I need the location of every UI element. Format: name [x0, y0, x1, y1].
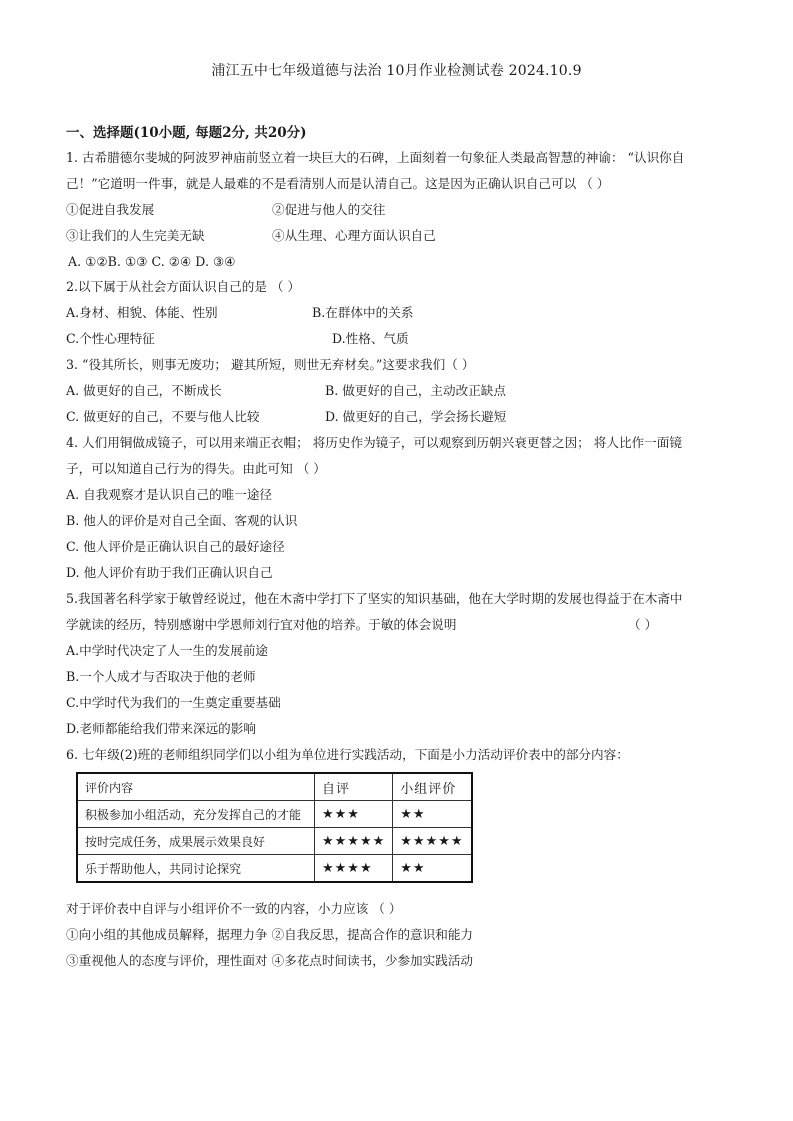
- group-rating-stars: ★★: [393, 855, 472, 883]
- q3-stem: 3. “役其所长，则事无废功； 避其所短，则世无弃材矣。”这要求我们（ ）: [66, 357, 475, 372]
- q4-option-c: C. 他人评价是正确认识自己的最好途径: [66, 539, 285, 554]
- q4-option-d: D. 他人评价有助于我们正确认识自己: [66, 565, 273, 580]
- q1-option-4: ④从生理、心理方面认识自己: [272, 228, 436, 243]
- group-rating-stars: ★★: [393, 801, 472, 828]
- q3-option-c: C. 做更好的自己，不要与他人比较: [66, 409, 260, 424]
- q5-option-b: B.一个人成才与否取决于他的老师: [66, 669, 256, 684]
- evaluation-table: [76, 772, 473, 883]
- group-rating-stars: ★★★★★: [393, 828, 472, 855]
- self-rating-stars: ★★★★: [315, 855, 393, 883]
- table-row: [77, 855, 472, 883]
- q6-options-1-2: ①向小组的其他成员解释，据理力争 ②自我反思，提高合作的意识和能力: [66, 927, 474, 942]
- q3-option-b: B. 做更好的自己，主动改正缺点: [325, 383, 506, 398]
- q1-stem-line1: 1. 古希腊德尔斐城的阿波罗神庙前竖立着一块巨大的石碑，上面刻着一句象征人类最高智慧的神谕： “认识你自: [66, 150, 685, 165]
- q1-option-1: ①促进自我发展: [66, 202, 155, 217]
- exam-title: 浦江五中七年级道德与法治 10月作业检测试卷 2024.10.9: [211, 63, 582, 79]
- q2-option-d: D.性格、气质: [332, 331, 409, 346]
- q2-stem: 2.以下属于从社会方面认识自己的是 （ ）: [66, 279, 301, 294]
- q3-option-a: A. 做更好的自己，不断成长: [66, 383, 222, 398]
- q2-option-c: C.个性心理特征: [66, 331, 155, 346]
- q4-option-a: A. 自我观察才是认识自己的唯一途径: [66, 487, 273, 502]
- q4-stem-line1: 4. 人们用铜做成镜子，可以用来端正衣帽； 将历史作为镜子，可以观察到历朝兴衰更替之因； 将人比作一面镜: [66, 435, 682, 450]
- q5-answer-paren: （ ）: [628, 617, 658, 632]
- q6-question: 对于评价表中自评与小组评价不一致的内容，小力应该 （ ）: [66, 901, 402, 916]
- q1-option-2: ②促进与他人的交往: [272, 202, 386, 217]
- self-rating-stars: ★★★★★: [315, 828, 393, 855]
- q5-stem-line1: 5.我国著名科学家于敏曾经说过，他在木斋中学打下了坚实的知识基础，他在大学时期的发展也得益于在木斋中: [66, 591, 683, 606]
- section-heading: 一、选择题(10小题, 每题2分, 共20分): [66, 125, 307, 141]
- q5-option-c: C.中学时代为我们的一生奠定重要基础: [66, 695, 281, 710]
- table-row: [77, 801, 472, 828]
- q1-stem-line2: 己！”它道明一件事，就是人最难的不是看清别人而是认清自己。这是因为正确认识自己可以 （ ）: [66, 176, 610, 191]
- table-row: [77, 828, 472, 855]
- q6-stem: 6. 七年级(2)班的老师组织同学们以小组为单位进行实践活动，下面是小力活动评价表中的部分内容：: [66, 747, 629, 762]
- q5-option-d: D.老师都能给我们带来深远的影响: [66, 721, 256, 736]
- q5-stem-line2: 学就读的经历，特别感谢中学恩师刘行宜对他的培养。于敏的体会说明: [66, 617, 457, 632]
- q3-option-d: D. 做更好的自己，学会扬长避短: [325, 409, 507, 424]
- q2-option-b: B.在群体中的关系: [312, 305, 414, 320]
- q4-option-b: B. 他人的评价是对自己全面、客观的认识: [66, 513, 298, 528]
- q1-choices: A. ①②B. ①③ C. ②④ D. ③④: [68, 254, 236, 269]
- table-header-row: [77, 773, 472, 801]
- table-cell: 按时完成任务，成果展示效果良好: [77, 828, 315, 855]
- table-cell: 积极参加小组活动，充分发挥自己的才能: [77, 801, 315, 828]
- self-rating-stars: ★★★: [315, 801, 393, 828]
- table-header-cell: 评价内容: [77, 773, 315, 801]
- q6-options-3-4: ③重视他人的态度与评价，理性面对 ④多花点时间读书，少参加实践活动: [66, 953, 474, 968]
- q2-option-a: A.身材、相貌、体能、性别: [66, 305, 218, 320]
- q5-option-a: A.中学时代决定了人一生的发展前途: [66, 643, 269, 658]
- q1-option-3: ③让我们的人生完美无缺: [66, 228, 205, 243]
- table-cell: 乐于帮助他人，共同讨论探究: [77, 855, 315, 883]
- table-header-cell: 小组评价: [393, 773, 472, 801]
- table-header-cell: 自评: [315, 773, 393, 801]
- q4-stem-line2: 子，可以知道自己行为的得失。由此可知 （ ）: [66, 461, 326, 476]
